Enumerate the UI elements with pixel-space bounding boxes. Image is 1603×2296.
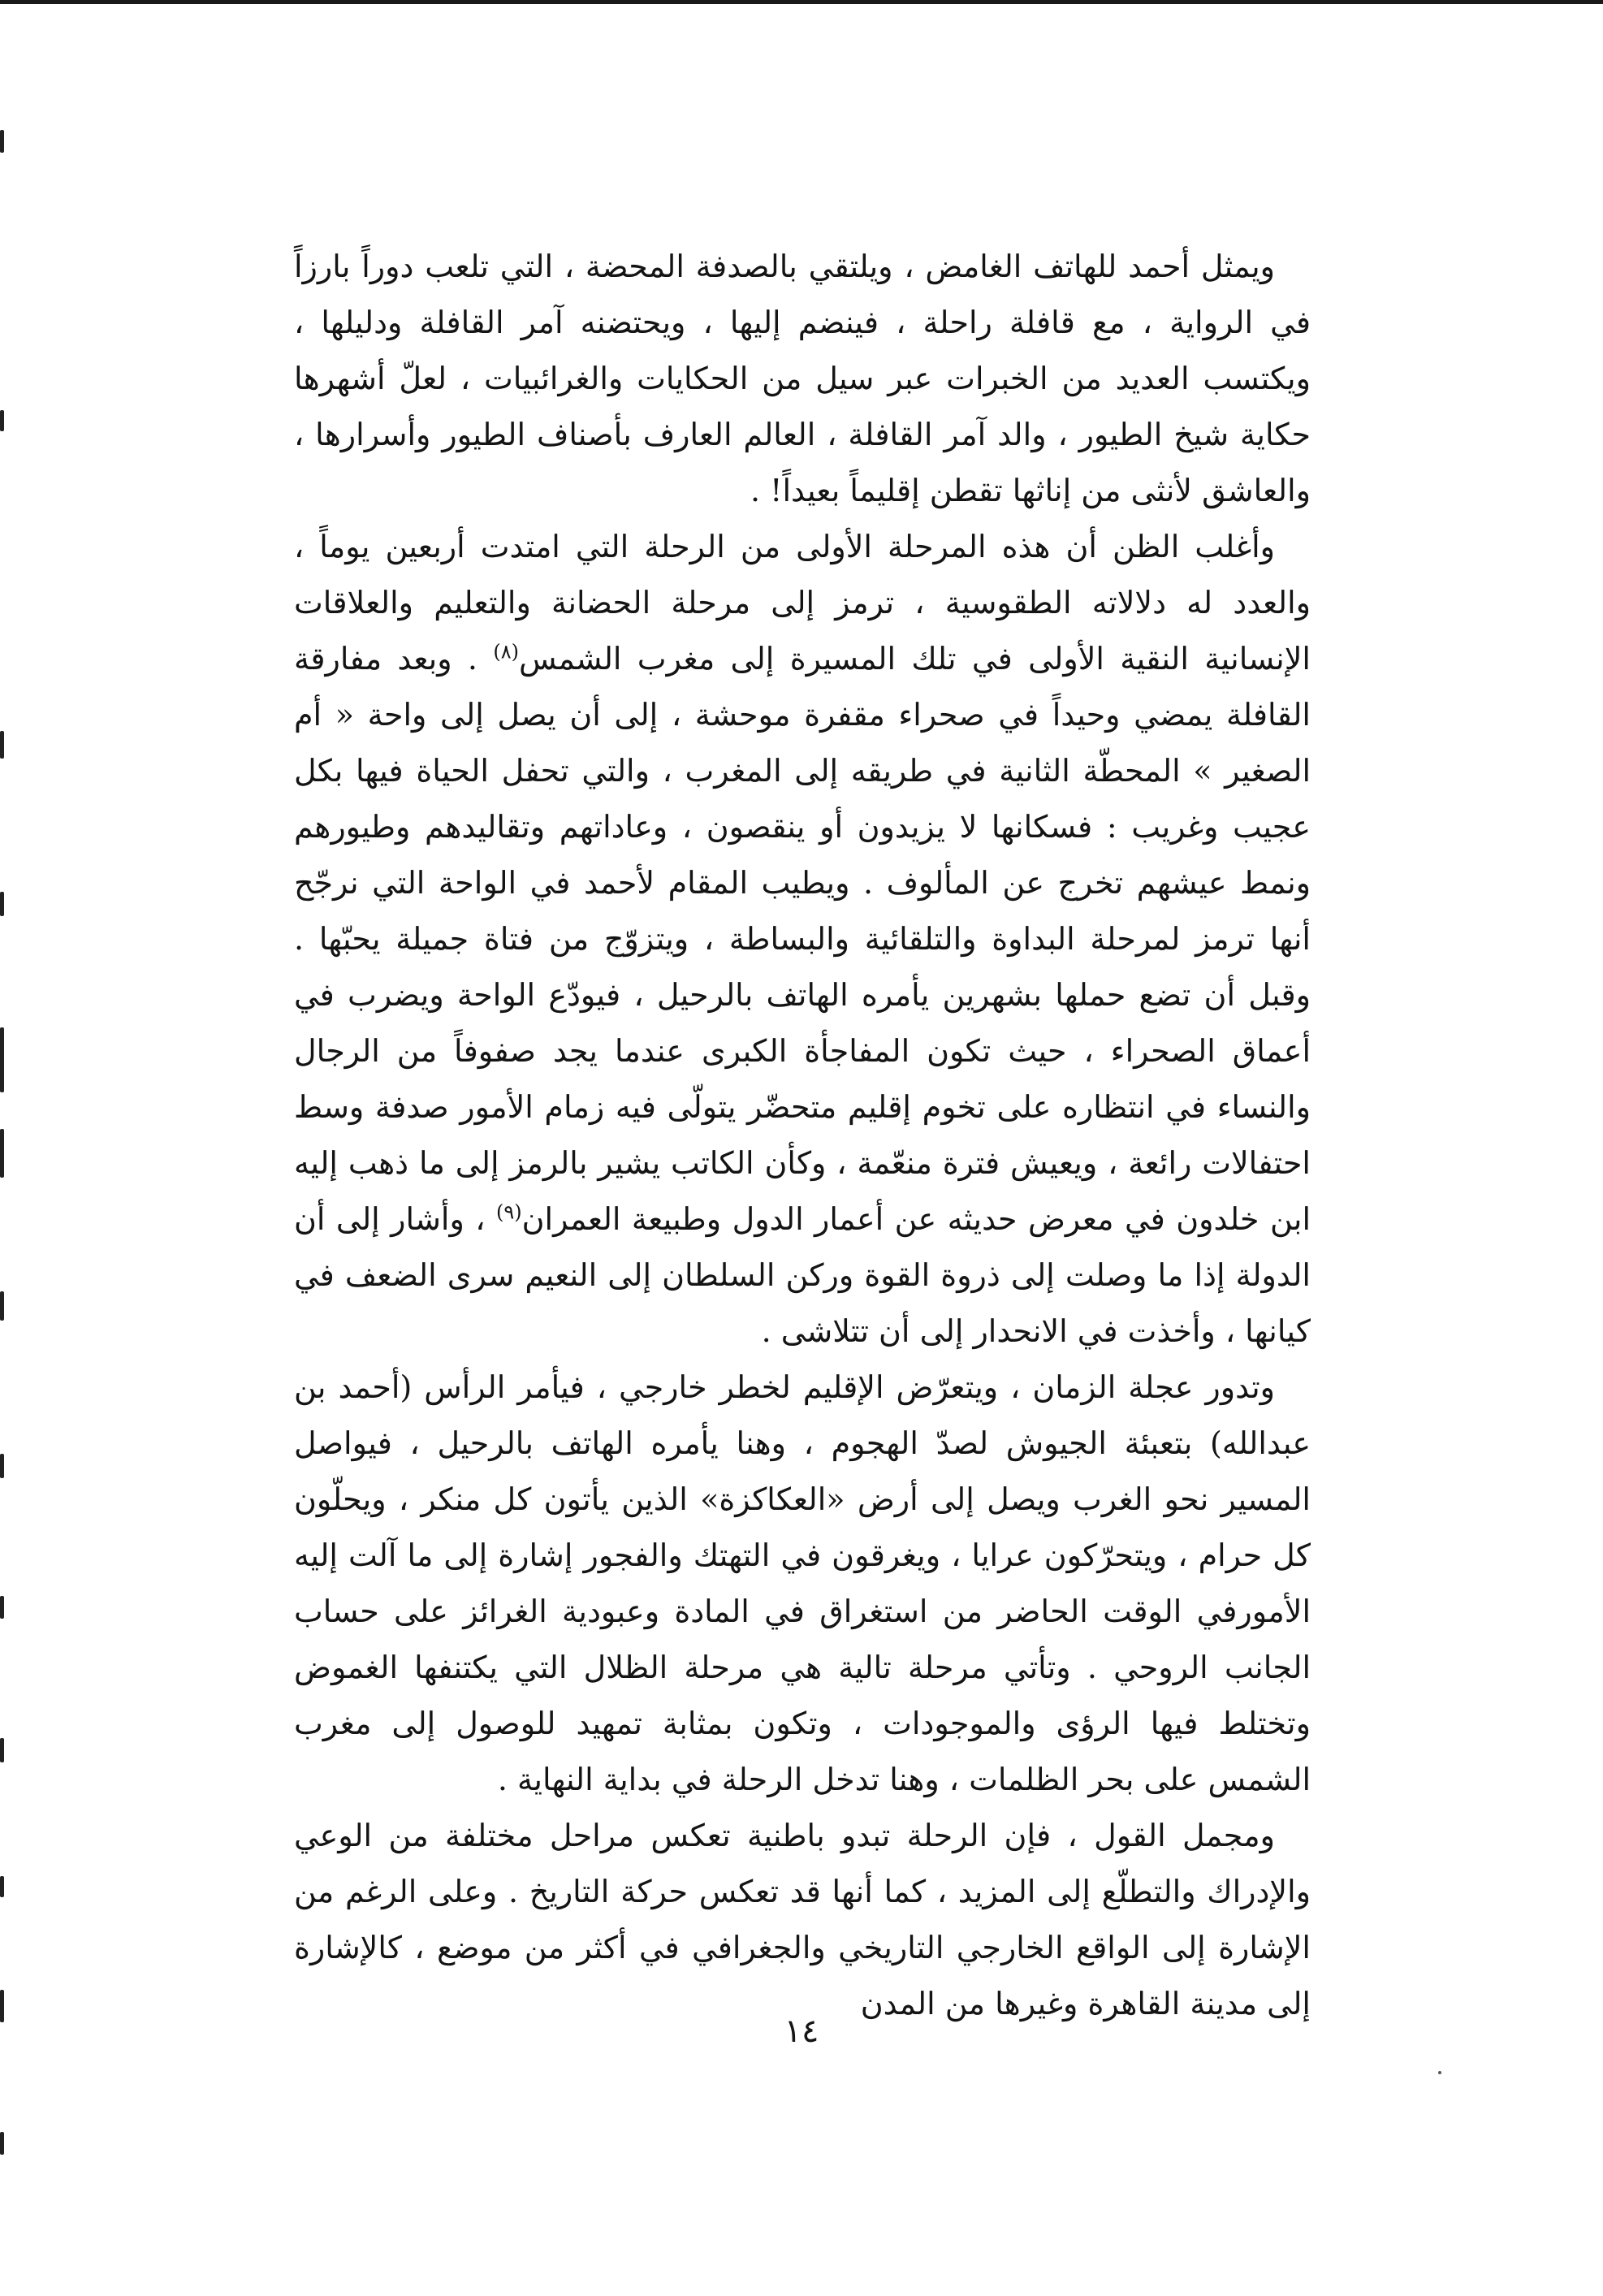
top-scan-border (0, 0, 1603, 4)
scan-mark (0, 1990, 4, 2022)
scan-mark (0, 410, 4, 431)
paragraph-3 (294, 1360, 1311, 1808)
page-number: ١٤ (784, 2013, 819, 2050)
scan-mark (0, 731, 4, 759)
scan-speck (1438, 2071, 1441, 2074)
paragraph-4-text: ومجمل القول ، فإن الرحلة تبدو باطنية تعكس مراحل مختلفة من الوعي والإدراك والتطلّع إلى المزيد ، كما أنها قد تعكس حركة التاريخ . وعلى الرغم من الإشارة إلى الواقع الخارجي التاريخي والجغرافي في أكثر من موضع ، كالإشارة إلى مدينة القاهرة وغيرها من المدن (294, 1818, 1311, 2021)
footnote-marker-8: (٨) (493, 640, 519, 664)
scan-mark (0, 1291, 4, 1321)
scan-mark (0, 1738, 4, 1762)
paragraph-2-text-a: وأغلب الظن أن هذه المرحلة الأولى من الرحلة التي امتدت أربعين يوماً ، والعدد له دلالاته الطقوسية ، ترمز إلى مرحلة الحضانة والتعليم والعلاقات الإنسانية النقية الأولى في تلك المسيرة إلى مغرب الشمس (294, 529, 1311, 677)
paragraph-4 (294, 1808, 1311, 2032)
scan-mark (0, 1876, 4, 1897)
paragraph-2 (294, 519, 1311, 1360)
paragraph-2-text-b: . وبعد مفارقة القافلة يمضي وحيداً في صحراء مقفرة موحشة ، إلى أن يصل إلى واحة « أم الصغير » المحطّة الثانية في طريقه إلى المغرب ، والتي تحفل الحياة فيها بكل عجيب وغريب : فسكانها لا يزيدون أو ينقصون ، وعاداتهم وتقاليدهم وطيورهم ونمط عيشهم تخرج عن المألوف . ويطيب المقام لأحمد في الواحة التي نرجّح أنها ترمز لمرحلة البداوة والتلقائية والبساطة ، ويتزوّج من فتاة جميلة يحبّها . وقبل أن تضع حملها بشهرين يأمره الهاتف بالرحيل ، فيودّع الواحة ويضرب في أعماق الصحراء ، حيث تكون المفاجأة الكبرى عندما يجد صفوفاً من الرجال والنساء في انتظاره على تخوم إقليم متحضّر يتولّى فيه زمام الأمور صدفة وسط احتفالات رائعة ، ويعيش فترة منعّمة ، وكأن الكاتب يشير بالرمز إلى ما ذهب إليه ابن خلدون في معرض حديثه عن أعمار الدول وطبيعة العمران (294, 641, 1311, 1237)
footnote-marker-9: (٩) (495, 1200, 522, 1224)
scan-mark (0, 130, 4, 153)
scan-mark (0, 1596, 4, 1619)
scan-mark (0, 1454, 4, 1478)
body-text (294, 239, 1311, 2032)
paragraph-1 (294, 239, 1311, 519)
scan-mark (0, 1129, 4, 1178)
paragraph-2-text-c: ، وأشار إلى أن الدولة إذا ما وصلت إلى ذروة القوة وركن السلطان إلى النعيم سرى الضعف في كيانها ، وأخذت في الانحدار إلى أن تتلاشى . (294, 1201, 1311, 1349)
paragraph-1-text: ويمثل أحمد للهاتف الغامض ، ويلتقي بالصدفة المحضة ، التي تلعب دوراً بارزاً في الرواية ، مع قافلة راحلة ، فينضم إليها ، ويحتضنه آمر القافلة ودليلها ، ويكتسب العديد من الخبرات عبر سيل من الحكايات والغرائبيات ، لعلّ أشهرها حكاية شيخ الطيور ، والد آمر القافلة ، العالم العارف بأصناف الطيور وأسرارها ، والعاشق لأنثى من إناثها تقطن إقليماً بعيداً! . (294, 249, 1311, 508)
scan-mark (0, 1027, 4, 1092)
scan-mark (0, 2132, 4, 2155)
paragraph-3-text: وتدور عجلة الزمان ، ويتعرّض الإقليم لخطر خارجي ، فيأمر الرأس (أحمد بن عبدالله) بتعبئة الجيوش لصدّ الهجوم ، وهنا يأمره الهاتف بالرحيل ، فيواصل المسير نحو الغرب ويصل إلى أرض «العكاكزة» الذين يأتون كل منكر ، ويحلّون كل حرام ، ويتحرّكون عرايا ، ويغرقون في التهتك والفجور إشارة إلى ما آلت إليه الأمورفي الوقت الحاضر من استغراق في المادة وعبودية الغرائز على حساب الجانب الروحي . وتأتي مرحلة تالية هي مرحلة الظلال التي يكتنفها الغموض وتختلط فيها الرؤى والموجودات ، وتكون بمثابة تمهيد للوصول إلى مغرب الشمس على بحر الظلمات ، وهنا تدخل الرحلة في بداية النهاية . (294, 1369, 1311, 1797)
scan-mark (0, 892, 4, 916)
